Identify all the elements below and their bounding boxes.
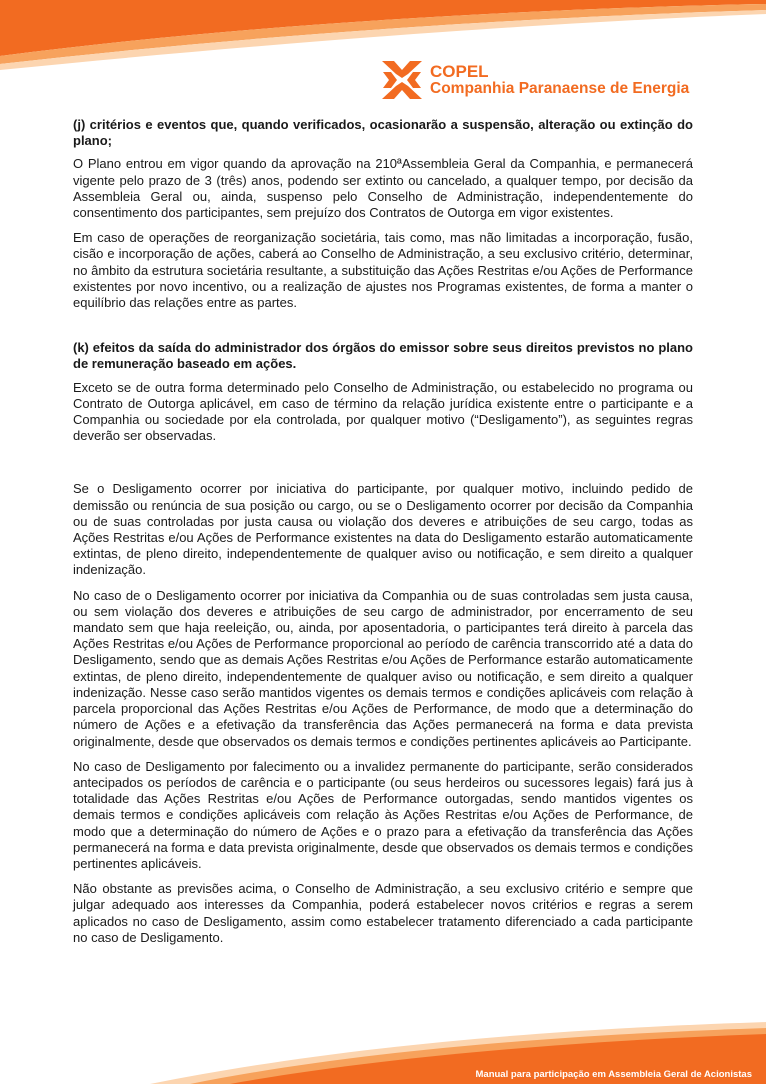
section-k-paragraph: No caso de Desligamento por falecimento ou a invalidez permanente do participante, serão considerados antecipados os períodos de carência e o participante (ou seus herdeiros ou sucessores legais) fará jus à totalidade das Ações Restritas e/ou Ações de Performance outorgadas, sendo mantidos vigentes os demais termos e condições aplicáveis com relação às Ações Restritas e/ou Ações de Performance, de modo que a determinação do número de Ações e o prazo para a efetivação da transferência das Ações permanecerá na forma e data prevista originalmente, desde que observados os demais termos e condições pertinentes aplicáveis. [73, 758, 694, 871]
section-j-paragraph: Em caso de operações de reorganização societária, tais como, mas não limitadas a incorporação, fusão, cisão e incorporação de ações, caberá ao Conselho de Administração, a seu exclusivo critério, determinar, no âmbito da estrutura societária resultante, a substituição das Ações Restritas e/ou Ações de Performance existentes por novo incentivo, ou a realização de ajustes nos Programas existentes, de forma a manter o equilíbrio das relações entre as partes. [73, 230, 693, 311]
section-k-intro: Exceto se de outra forma determinado pelo Conselho de Administração, ou estabelecido no programa ou Contrato de Outorga aplicável, em caso de término da relação jurídica existente entre o participante e a Companhia ou sociedade por ela controlada, por qualquer motivo (“Desligamento”), as seguintes regras deverão ser observadas. [73, 379, 693, 444]
section-j-paragraph: O Plano entrou em vigor quando da aprovação na 210ªAssembleia Geral da Companhia, e permanecerá vigente pelo prazo de 3 (três) anos, podendo ser extinto ou cancelado, a qualquer tempo, por decisão da Assembleia Geral ou, ainda, suspenso pelo Conselho de Administração, independentemente do consentimento dos participantes, sem prejuízo dos Contratos de Outorga em vigor existentes. [73, 156, 693, 221]
company-name: Companhia Paranaense de Energia [430, 80, 690, 97]
paragraph-spacer [73, 453, 693, 481]
section-k-paragraph: No caso de o Desligamento ocorrer por iniciativa da Companhia ou de suas controladas sem justa causa, ou sem violação dos deveres e atribuições de seu cargo de administrador, por encerramento de seu mandato sem que haja reeleição, ou, ainda, por aposentadoria, o participantes terá direito à parcela das Ações Restritas e/ou Ações de Performance proporcional ao período de carência transcorrido até a data do Desligamento, sendo que as demais Ações Restritas e/ou Ações de Performance estarão automaticamente extintas, de pleno direito, independentemente de qualquer aviso ou notificação, e sem direito a qualquer indenização. Nesse caso serão mantidos vigentes os demais termos e condições aplicáveis com relação à parcela proporcional das Ações Restritas e/ou Ações de Performance, de modo que a determinação do número de Ações e a efetivação da transferência das Ações permanecerá na forma e data prevista originalmente, desde que observados os demais termos e condições pertinentes aplicáveis ao Participante. [73, 587, 693, 749]
section-spacer [73, 320, 693, 340]
brand-name: COPEL [430, 62, 489, 81]
copel-logo-icon [380, 58, 424, 102]
section-k-paragraph: Não obstante as previsões acima, o Conselho de Administração, a seu exclusivo critério e sempre que julgar adequado aos interesses da Companhia, poderá estabelecer novos critérios e regras a serem aplicados no caso de Desligamento, assim como estabelecer tratamento diferenciado a cada participante no caso de Desligamento. [73, 881, 693, 945]
section-k-paragraph: Se o Desligamento ocorrer por iniciativa do participante, por qualquer motivo, incluindo pedido de demissão ou renúncia de sua posição ou cargo, ou se o Desligamento ocorrer por decisão da Companhia ou de suas controladas por justa causa ou violação dos deveres e atribuições de seu cargo, todas as Ações Restritas e/ou Ações de Performance existentes na data do Desligamento estarão automaticamente extintas, de pleno direito, independentemente de qualquer aviso ou notificação, e sem direito a qualquer indenização. [73, 481, 693, 578]
document-body [73, 117, 693, 955]
section-k-heading: (k) efeitos da saída do administrador dos órgãos do emissor sobre seus direitos previstos no plano de remuneração baseado em ações. [73, 340, 693, 372]
section-j-heading: (j) critérios e eventos que, quando verificados, ocasionarão a suspensão, alteração ou extinção do plano; [73, 117, 693, 149]
copel-logo [380, 58, 700, 108]
footer-text: Manual para participação em Assembleia Geral de Acionistas [475, 1069, 752, 1080]
